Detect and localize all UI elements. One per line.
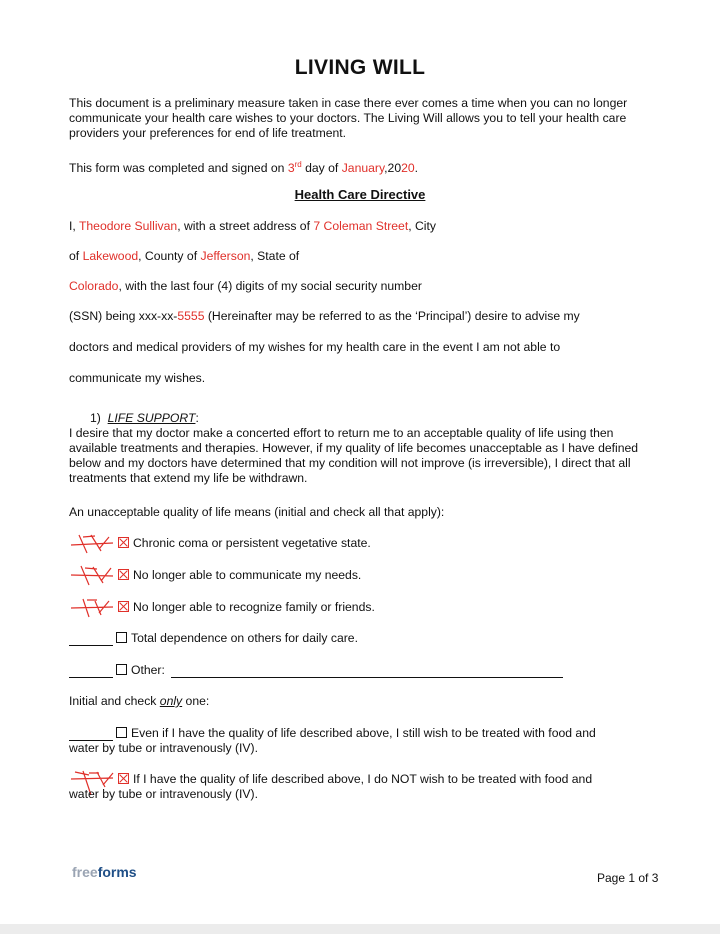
initials-signature [69,569,115,583]
page-number: Page 1 of 3 [597,871,659,885]
section-1-heading: 1) LIFE SUPPORT: [90,411,199,425]
life-support-paragraph: I desire that my doctor make a concerted effort to return me to an acceptable quality of life using then available treatments and therapies. However, if my quality of life becomes unacceptable as I have defined below and my doctors have determined that my condition will not improve (is irreversible), I direct that all treatments that extend my life be withdrawn. [69,426,639,485]
initials-blank[interactable] [69,633,113,646]
initials-signature [69,773,115,787]
initials-signature [69,601,115,615]
page-bottom-edge [0,924,720,934]
initials-blank[interactable] [69,665,113,678]
initials-blank[interactable] [69,728,113,741]
completion-year: 20 [401,161,415,176]
completion-line: This form was completed and signed on 3rd day of January,2020. [69,160,419,176]
option-row-communicate: No longer able to communicate my needs. [69,568,361,583]
directive-line-3: Colorado, with the last four (4) digits of my social security number [69,279,422,293]
option-checkbox[interactable] [118,601,129,612]
option-checkbox[interactable] [116,664,127,675]
other-text-field[interactable] [171,665,563,678]
option-row-dependence: Total dependence on others for daily care. [69,631,358,646]
food-option-2-cont: water by tube or intravenously (IV). [69,787,258,801]
freeforms-logo: freeforms [72,864,137,880]
directive-heading: Health Care Directive [294,187,426,202]
option-row-recognize: No longer able to recognize family or friends. [69,600,375,615]
principal-name: Theodore Sullivan [78,219,178,233]
initial-only-label: Initial and check only one: [69,694,210,708]
directive-line-4: (SSN) being xxx-xx-5555 (Hereinafter may be referred to as the ‘Principal’) desire to advise my [69,309,580,323]
option-checkbox[interactable] [118,569,129,580]
unacceptable-label: An unacceptable quality of life means (initial and check all that apply): [69,505,445,519]
initials-signature [69,537,115,551]
food-option-2: If I have the quality of life described above, I do NOT wish to be treated with food and [69,772,592,787]
completion-day: 3 [287,161,295,176]
option-checkbox[interactable] [116,727,127,738]
completion-month: January [341,161,385,176]
directive-line-1: I, Theodore Sullivan, with a street address of 7 Coleman Street, City [69,219,436,233]
county-value: Jefferson [200,249,251,263]
intro-paragraph: This document is a preliminary measure taken in case there ever comes a time when you can no longer communicate your health care wishes to your doctors. The Living Will allows you to tell your health care providers your preferences for end of life treatment. [69,96,628,140]
option-checkbox[interactable] [118,537,129,548]
document-title: LIVING WILL [294,56,426,79]
ssn-value: 5555 [177,309,205,323]
city-value: Lakewood [82,249,139,263]
directive-line-2: of Lakewood, County of Jefferson, State of [69,249,300,263]
option-checkbox[interactable] [116,632,127,643]
option-row-coma: Chronic coma or persistent vegetative state. [69,536,371,551]
directive-line-5: doctors and medical providers of my wishes for my health care in the event I am not able to [69,340,561,354]
state-value: Colorado [69,279,119,293]
food-option-1: Even if I have the quality of life described above, I still wish to be treated with food and [69,726,596,741]
option-checkbox[interactable] [118,773,129,784]
option-row-other: Other: [69,663,563,678]
directive-line-6: communicate my wishes. [69,371,206,385]
food-option-1-cont: water by tube or intravenously (IV). [69,741,258,755]
street-address: 7 Coleman Street [313,219,409,233]
